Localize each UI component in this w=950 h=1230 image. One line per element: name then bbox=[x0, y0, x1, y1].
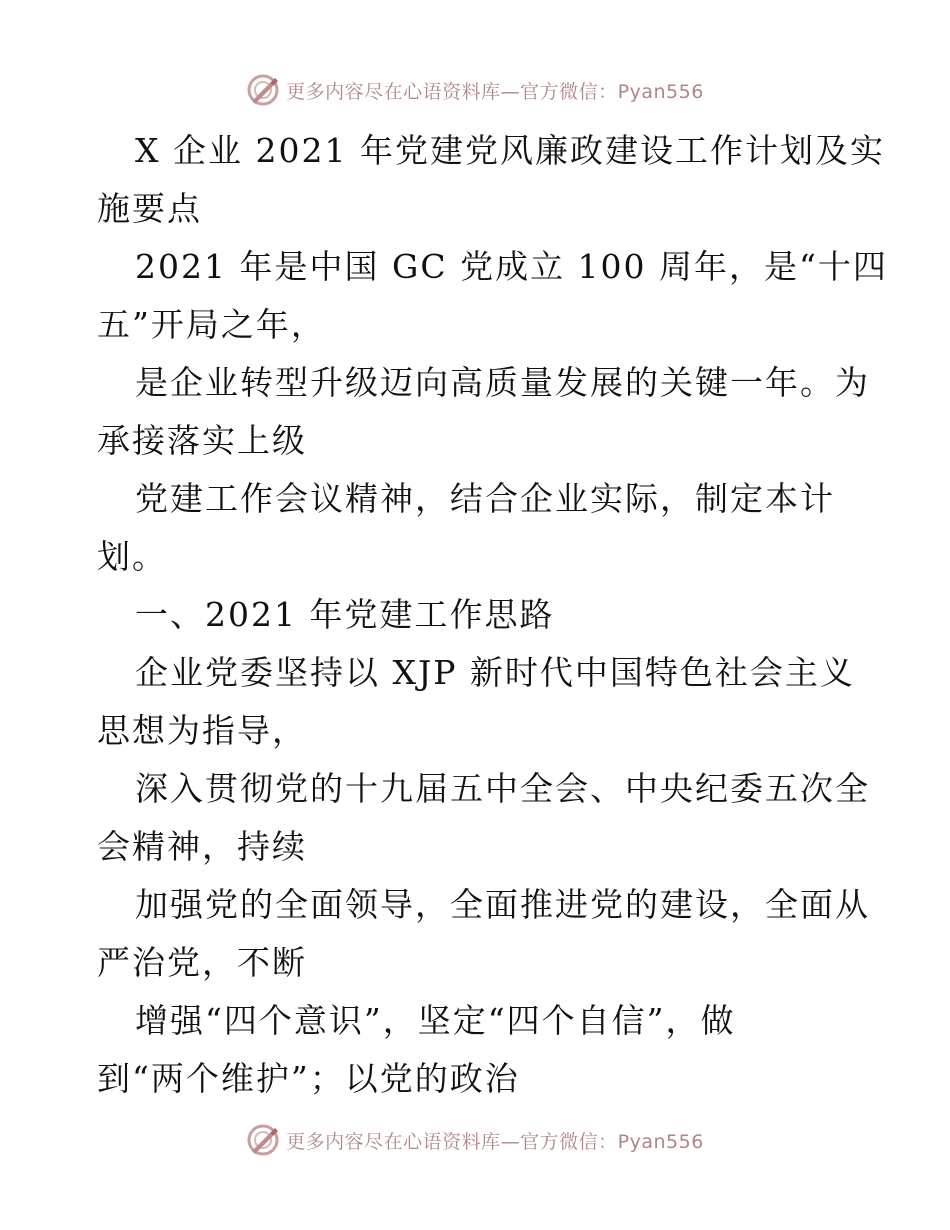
paragraph-line: 企业党委坚持以 XJP 新时代中国特色社会主义 bbox=[135, 653, 855, 692]
paragraph-line: 到“两个维护”；以党的政治 bbox=[97, 1059, 520, 1098]
paragraph-line: 划。 bbox=[97, 537, 167, 576]
document-body bbox=[97, 122, 888, 1108]
paragraph-line: 一、2021 年党建工作思路 bbox=[135, 595, 555, 634]
paragraph-line: X 企业 2021 年党建党风廉政建设工作计划及实 bbox=[135, 131, 885, 170]
paragraph-line: 会精神，持续 bbox=[97, 827, 307, 866]
paragraph-line: 五”开局之年， bbox=[97, 305, 326, 344]
paragraph-line: 深入贯彻党的十九届五中全会、中央纪委五次全 bbox=[135, 769, 870, 808]
watermark-text: 更多内容尽在心语资料库—官方微信：Pyan556 bbox=[286, 1130, 704, 1153]
paragraph-line: 增强“四个意识”，坚定“四个自信”，做 bbox=[135, 1001, 736, 1040]
paragraph-line: 2021 年是中国 GC 党成立 100 周年，是“十四 bbox=[135, 247, 888, 286]
watermark-footer bbox=[0, 1120, 950, 1160]
watermark-header bbox=[0, 70, 950, 110]
paragraph-line: 承接落实上级 bbox=[97, 421, 307, 460]
pen-logo-icon bbox=[246, 1123, 280, 1157]
paragraph-line: 严治党，不断 bbox=[97, 943, 307, 982]
paragraph-line: 党建工作会议精神，结合企业实际，制定本计 bbox=[135, 479, 835, 518]
paragraph-line: 施要点 bbox=[97, 189, 202, 228]
pen-logo-icon bbox=[246, 73, 280, 107]
paragraph-line: 是企业转型升级迈向高质量发展的关键一年。为 bbox=[135, 363, 870, 402]
paragraph-line: 思想为指导， bbox=[97, 711, 307, 750]
watermark-text: 更多内容尽在心语资料库—官方微信：Pyan556 bbox=[286, 80, 704, 103]
paragraph-line: 加强党的全面领导，全面推进党的建设，全面从 bbox=[135, 885, 870, 924]
